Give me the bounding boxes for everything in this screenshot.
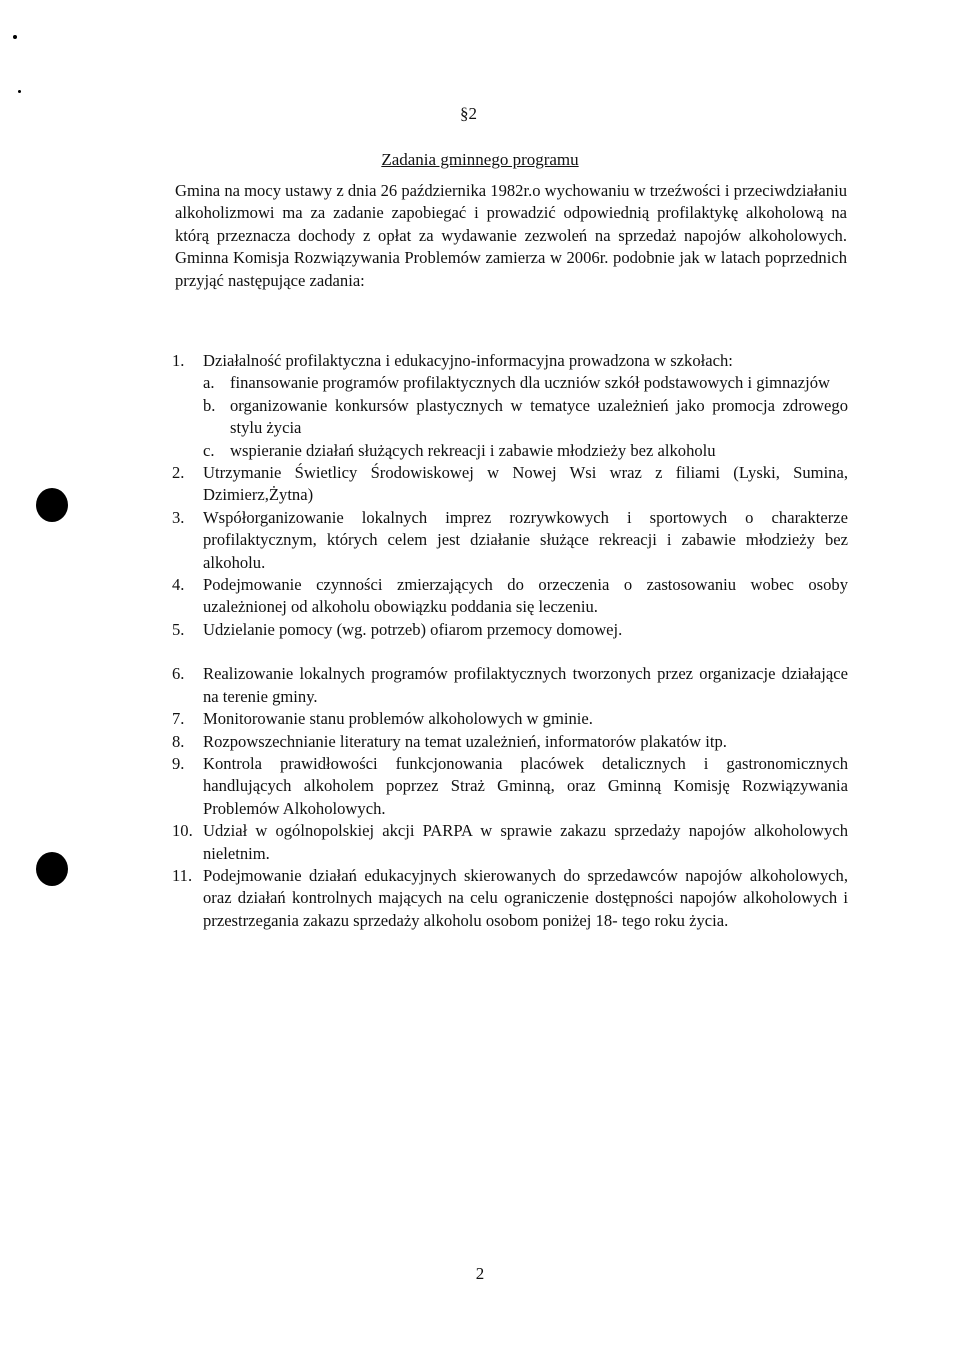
list-item-number: 9. — [172, 753, 185, 773]
list-item — [172, 574, 848, 619]
list-item-number: 1. — [172, 351, 185, 370]
list-item-number: 10. — [172, 821, 193, 841]
sub-list-item — [172, 395, 848, 440]
list-item-text: Podejmowanie czynności zmierzających do orzeczenia o zastosowaniu wobec osoby uzależnionej od alkoholu obowiązku poddania się leczeniu. — [203, 575, 848, 617]
list-item-text: finansowanie programów profilaktycznych dla uczniów szkół podstawowych i gimnazjów — [230, 373, 830, 393]
list-item-text: Kontrola prawidłowości funkcjonowania placówek detalicznych i gastronomicznych handlujących alkoholem poprzez Straż Gminną, oraz Gminną Komisję Rozwiązywania Problemów Alkoholowych. — [203, 753, 848, 818]
list-item-number: 4. — [172, 575, 185, 595]
list-item-number: 7. — [172, 709, 185, 729]
list-item-text: wspieranie działań służących rekreacji i zabawie młodzieży bez alkoholu — [230, 440, 716, 460]
list-item-number: 5. — [172, 619, 185, 639]
list-item — [172, 462, 848, 507]
intro-paragraph: Gmina na mocy ustawy z dnia 26 października 1982r.o wychowaniu w trzeźwości i przeciwdziałaniu alkoholizmowi ma za zadanie zapobiegać i prowadzić odpowiednią profilaktykę alkoholową na którą przeznacza dochody z opłat za wydawanie zezwoleń na sprzedaż napojów alkoholowych. Gminna Komisja Rozwiązywania Problemów zamierza w 2006r. podobnie jak w latach poprzednich przyjąć następujące zadania: — [175, 181, 847, 290]
list-item-text: Realizowanie lokalnych programów profilaktycznych tworzonych przez organizacje działające na terenie gminy. — [203, 664, 848, 706]
list-item-number: 8. — [172, 731, 185, 751]
list-item — [172, 865, 848, 932]
list-item — [172, 663, 848, 708]
binder-hole-mark — [36, 488, 68, 522]
list-item-text: Podejmowanie działań edukacyjnych skierowanych do sprzedawców napojów alkoholowych, oraz działań kontrolnych mających na celu ograniczenie dostępności napojów alkoholowych i przestrzegania zakazu sprzedaży alkoholu osobom poniżej 18- tego roku życia. — [203, 865, 848, 930]
list-item-text: Utrzymanie Świetlicy Środowiskowej w Nowej Wsi wraz z filiami (Lyski, Sumina, Dzimierz,Żytna) — [203, 463, 848, 505]
list-item-number: a. — [203, 373, 215, 393]
list-item — [172, 507, 848, 574]
page-number: 2 — [475, 1264, 485, 1283]
list-item-text: Udział w ogólnopolskiej akcji PARPA w sprawie zakazu sprzedaży napojów alkoholowych nieletnim. — [203, 821, 848, 863]
task-list — [172, 350, 848, 932]
list-item-number: 6. — [172, 664, 185, 684]
sub-list-item — [172, 372, 848, 394]
list-item-number: 3. — [172, 507, 185, 527]
list-item-text: organizowanie konkursów plastycznych w tematyce uzależnień jako promocja zdrowego stylu życia — [230, 395, 848, 438]
scan-speck — [18, 90, 21, 93]
list-item-text: Rozpowszechnianie literatury na temat uzależnień, informatorów plakatów itp. — [203, 731, 727, 751]
list-item-text: Monitorowanie stanu problemów alkoholowych w gminie. — [203, 709, 593, 729]
section-title: Zadania gminnego programu — [381, 150, 579, 169]
list-item — [172, 619, 848, 641]
list-item-text: Udzielanie pomocy (wg. potrzeb) ofiarom przemocy domowej. — [203, 619, 623, 639]
scan-speck — [13, 35, 17, 39]
list-item-number: c. — [203, 440, 215, 460]
sub-list-item — [172, 440, 848, 462]
list-item-text: Współorganizowanie lokalnych imprez rozrywkowych i sportowych o charakterze profilaktycznym, których celem jest działanie służące rekreacji i zabawie młodzieży bez alkoholu. — [203, 507, 848, 572]
list-item-text: Działalność profilaktyczna i edukacyjno-informacyjna prowadzona w szkołach: — [203, 351, 733, 370]
list-item — [172, 753, 848, 820]
list-item — [172, 731, 848, 753]
list-item — [172, 820, 848, 865]
binder-hole-mark — [36, 852, 68, 886]
list-item-number: 11. — [172, 865, 193, 885]
list-item — [172, 708, 848, 730]
list-item-number: b. — [203, 395, 216, 415]
section-number: §2 — [460, 104, 477, 123]
list-item — [172, 350, 848, 372]
list-item-number: 2. — [172, 463, 185, 483]
